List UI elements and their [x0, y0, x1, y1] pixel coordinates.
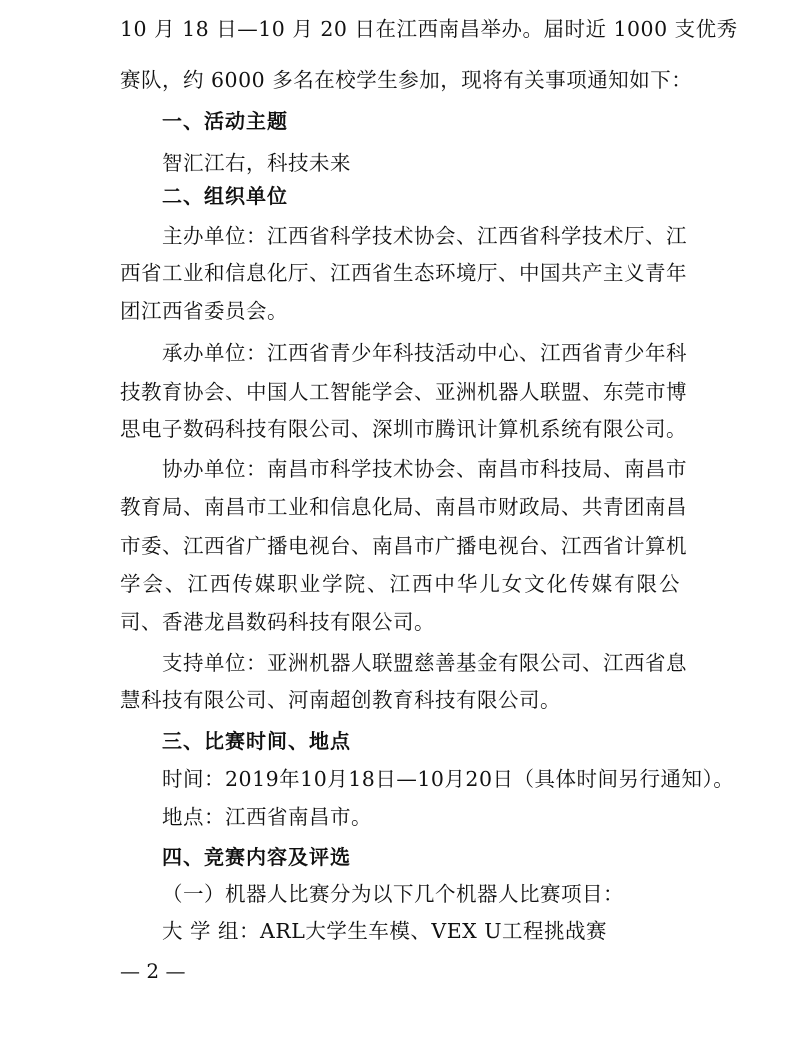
host-units-line-1: 主办单位：江西省科学技术协会、江西省科学技术厅、江 [162, 224, 687, 248]
university-group-items: 大 学 组：ARL大学生车模、VEX U工程挑战赛 [162, 919, 608, 943]
theme-text: 智汇江右，科技未来 [162, 151, 351, 175]
co-organizer-units-line-1: 协办单位：南昌市科学技术协会、南昌市科技局、南昌市 [162, 457, 687, 481]
section-heading-organizers: 二、组织单位 [162, 184, 288, 208]
competition-time: 时间：2019年10月18日—10月20日（具体时间另行通知）。 [162, 767, 735, 791]
page-number: — 2 — [120, 959, 186, 983]
organizer-units-line-2: 技教育协会、中国人工智能学会、亚洲机器人联盟、东莞市博 [120, 380, 687, 404]
support-units-line-2: 慧科技有限公司、河南超创教育科技有限公司。 [120, 688, 561, 712]
paragraph-line-2: 赛队，约 6000 多名在校学生参加，现将有关事项通知如下： [120, 68, 693, 92]
organizer-units-line-3: 思电子数码科技有限公司、深圳市腾讯计算机系统有限公司。 [120, 417, 687, 441]
competition-place: 地点：江西省南昌市。 [162, 805, 372, 829]
host-units-line-3: 团江西省委员会。 [120, 299, 288, 323]
co-organizer-units-line-4: 学会、江西传媒职业学院、江西中华儿女文化传媒有限公 [120, 572, 680, 596]
robot-competition-intro: （一）机器人比赛分为以下几个机器人比赛项目： [162, 882, 624, 906]
section-heading-content: 四、竞赛内容及评选 [162, 845, 351, 869]
host-units-line-2: 西省工业和信息化厅、江西省生态环境厅、中国共产主义青年 [120, 261, 687, 285]
co-organizer-units-line-5: 司、香港龙昌数码科技有限公司。 [120, 610, 435, 634]
paragraph-line-1: 10 月 18 日—10 月 20 日在江西南昌举办。届时近 1000 支优秀 [120, 17, 738, 41]
co-organizer-units-line-2: 教育局、南昌市工业和信息化局、南昌市财政局、共青团南昌 [120, 495, 687, 519]
section-heading-theme: 一、活动主题 [162, 109, 288, 133]
section-heading-time-place: 三、比赛时间、地点 [162, 729, 351, 753]
organizer-units-line-1: 承办单位：江西省青少年科技活动中心、江西省青少年科 [162, 341, 687, 365]
co-organizer-units-line-3: 市委、江西省广播电视台、南昌市广播电视台、江西省计算机 [120, 534, 687, 558]
support-units-line-1: 支持单位：亚洲机器人联盟慈善基金有限公司、江西省息 [162, 651, 687, 675]
